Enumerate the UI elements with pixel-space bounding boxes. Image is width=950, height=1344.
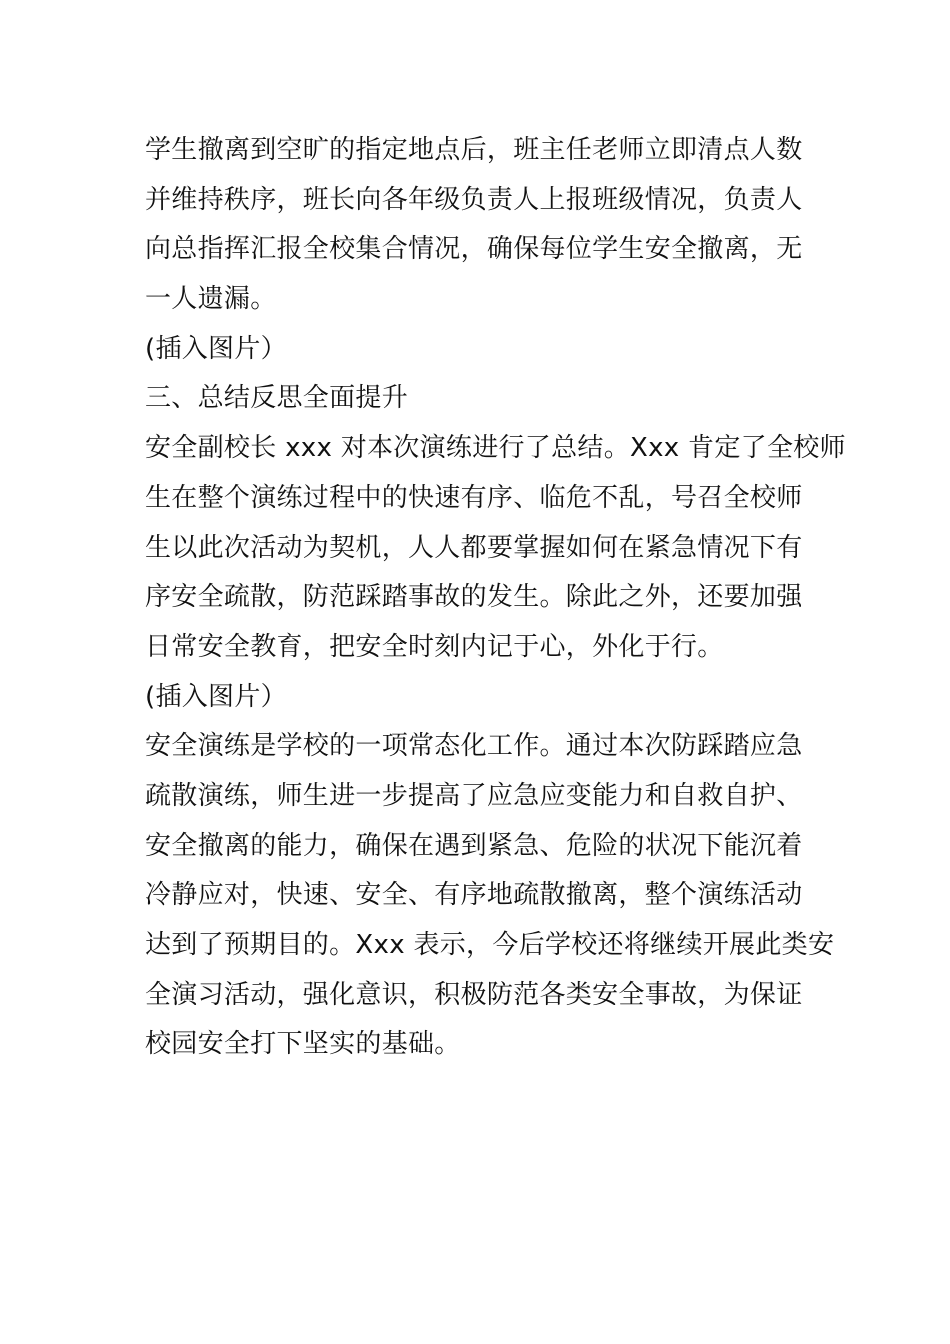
paragraph-line: 学生撤离到空旷的指定地点后，班主任老师立即清点人数 bbox=[145, 135, 803, 165]
document-body bbox=[145, 126, 846, 1070]
section-heading: 三、总结反思全面提升 bbox=[145, 383, 409, 414]
paragraph-line: 向总指挥汇报全校集合情况，确保每位学生安全撤离，无 bbox=[145, 234, 803, 265]
paragraph-line: 安全撤离的能力，确保在遇到紧急、危险的状况下能沉着 bbox=[145, 830, 803, 861]
paragraph-line: 安全演练是学校的一项常态化工作。通过本次防踩踏应急 bbox=[145, 731, 803, 762]
paragraph-line: 一人遗漏。 bbox=[145, 284, 277, 315]
paragraph-line: 序安全疏散，防范踩踏事故的发生。除此之外，还要加强 bbox=[145, 582, 803, 613]
paragraph-line: 生在整个演练过程中的快速有序、临危不乱，号召全校师 bbox=[145, 482, 803, 513]
paragraph-line: 全演习活动，强化意识，积极防范各类安全事故，为保证 bbox=[145, 979, 803, 1010]
image-placeholder-note: (插入图片） bbox=[145, 681, 287, 712]
image-placeholder-note: (插入图片） bbox=[145, 333, 287, 364]
paragraph-line: 疏散演练，师生进一步提高了应急应变能力和自救自护、 bbox=[145, 780, 803, 811]
paragraph-line: 生以此次活动为契机，人人都要掌握如何在紧急情况下有 bbox=[145, 532, 803, 563]
paragraph-line: 冷静应对，快速、安全、有序地疏散撤离，整个演练活动 bbox=[145, 880, 803, 911]
paragraph-line: 安全副校长 xxx 对本次演练进行了总结。Xxx 肯定了全校师 bbox=[145, 433, 846, 464]
paragraph-line: 达到了预期目的。Xxx 表示，今后学校还将继续开展此类安 bbox=[145, 930, 835, 960]
paragraph-line: 日常安全教育，把安全时刻内记于心，外化于行。 bbox=[145, 631, 724, 662]
paragraph-line: 并维持秩序，班长向各年级负责人上报班级情况，负责人 bbox=[145, 184, 803, 215]
paragraph-line: 校园安全打下坚实的基础。 bbox=[145, 1029, 461, 1060]
